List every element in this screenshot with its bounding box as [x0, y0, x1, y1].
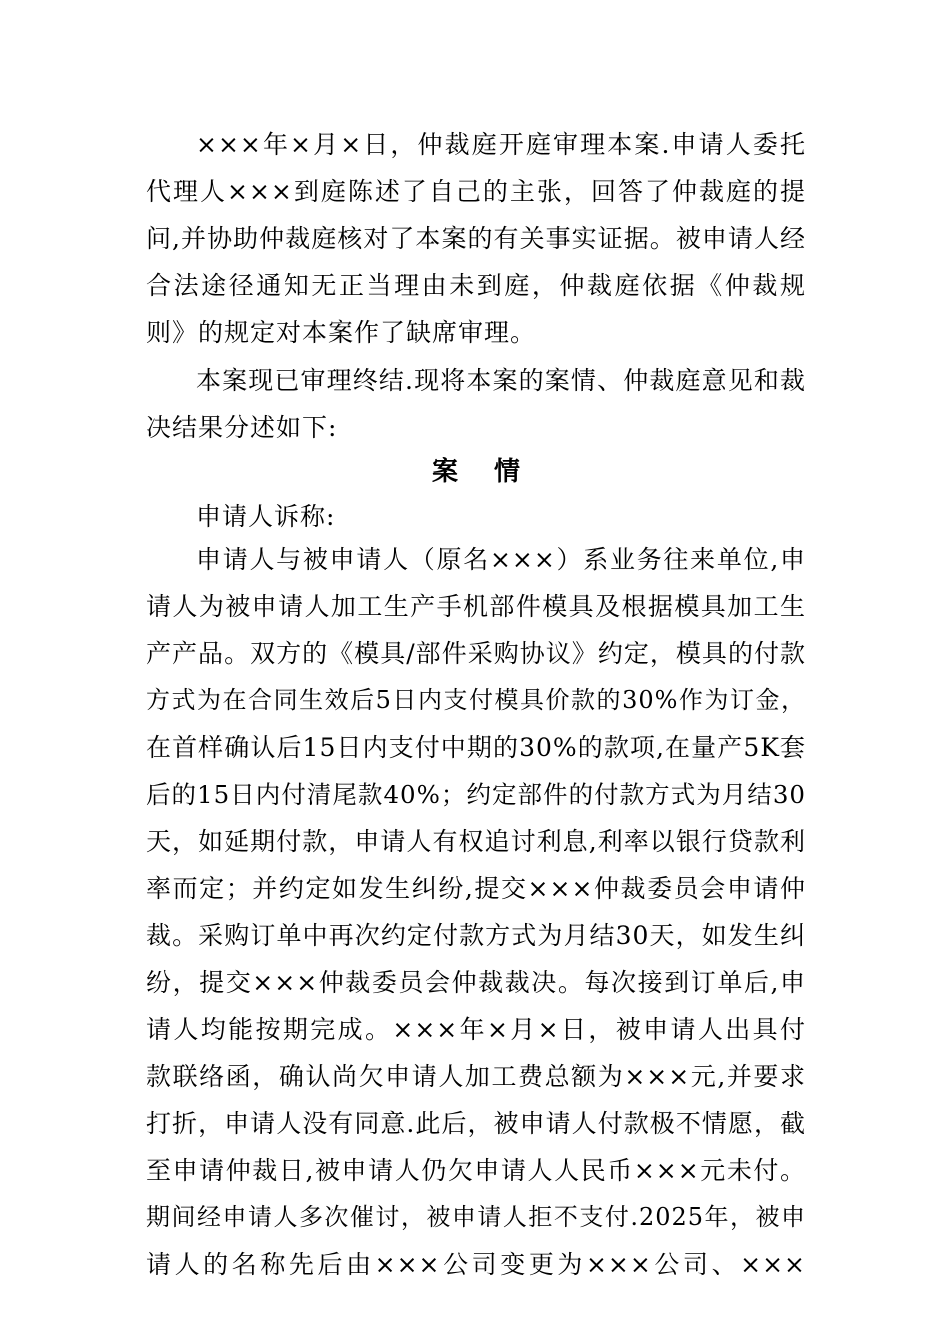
text-line: 产产品。双方的《模具/部件采购协议》约定，模具的付款: [146, 639, 806, 668]
text-line: 率而定；并约定如发生纠纷,提交×××仲裁委员会申请仲: [146, 874, 806, 903]
paragraph-claim-facts: [146, 536, 806, 1288]
text-line: 合法途径通知无正当理由未到庭，仲裁庭依据《仲裁规: [146, 271, 806, 300]
text-line: 请人均能按期完成。×××年×月×日，被申请人出具付: [146, 1015, 806, 1044]
text-line: 请人的名称先后由×××公司变更为×××公司、×××: [146, 1250, 806, 1279]
text-line: 请人为被申请人加工生产手机部件模具及根据模具加工生: [146, 592, 806, 621]
text-line: 后的15日内付清尾款40%；约定部件的付款方式为月结30: [146, 780, 806, 809]
paragraph-hearing: [146, 121, 806, 356]
text-line: 则》的规定对本案作了缺席审理。: [146, 318, 537, 347]
text-line: 天，如延期付款，申请人有权追讨利息,利率以银行贷款利: [146, 827, 806, 856]
text-line: 在首样确认后15日内支付中期的30%的款项,在量产5K套: [146, 733, 806, 762]
text-line: 期间经申请人多次催讨，被申请人拒不支付.2025年，被申: [146, 1203, 806, 1231]
paragraph-conclusion: [146, 357, 806, 451]
text-line: 本案现已审理终结.现将本案的案情、仲裁庭意见和裁: [196, 366, 806, 395]
text-line: 至申请仲裁日,被申请人仍欠申请人人民币×××元未付。: [146, 1156, 806, 1185]
text-line: ×××年×月×日，仲裁庭开庭审理本案.申请人委托: [196, 130, 806, 159]
paragraph-claim-intro: [146, 493, 806, 540]
text-line: 纷，提交×××仲裁委员会仲裁裁决。每次接到订单后,申: [146, 968, 806, 997]
text-line: 决结果分述如下:: [146, 413, 338, 442]
section-heading: 案情: [431, 457, 556, 487]
text-line: 问,并协助仲裁庭核对了本案的有关事实证据。被申请人经: [146, 224, 806, 253]
text-line: 代理人×××到庭陈述了自己的主张，回答了仲裁庭的提: [146, 177, 806, 206]
text-line: 打折，申请人没有同意.此后，被申请人付款极不情愿，截: [146, 1109, 806, 1138]
text-line: 方式为在合同生效后5日内支付模具价款的30%作为订金，: [146, 686, 806, 714]
text-line: 款联络函，确认尚欠申请人加工费总额为×××元,并要求: [146, 1062, 806, 1091]
text-line: 申请人与被申请人（原名×××）系业务往来单位,申: [196, 545, 806, 574]
text-line: 裁。采购订单中再次约定付款方式为月结30天，如发生纠: [146, 921, 806, 950]
text-line: 申请人诉称:: [196, 502, 336, 531]
